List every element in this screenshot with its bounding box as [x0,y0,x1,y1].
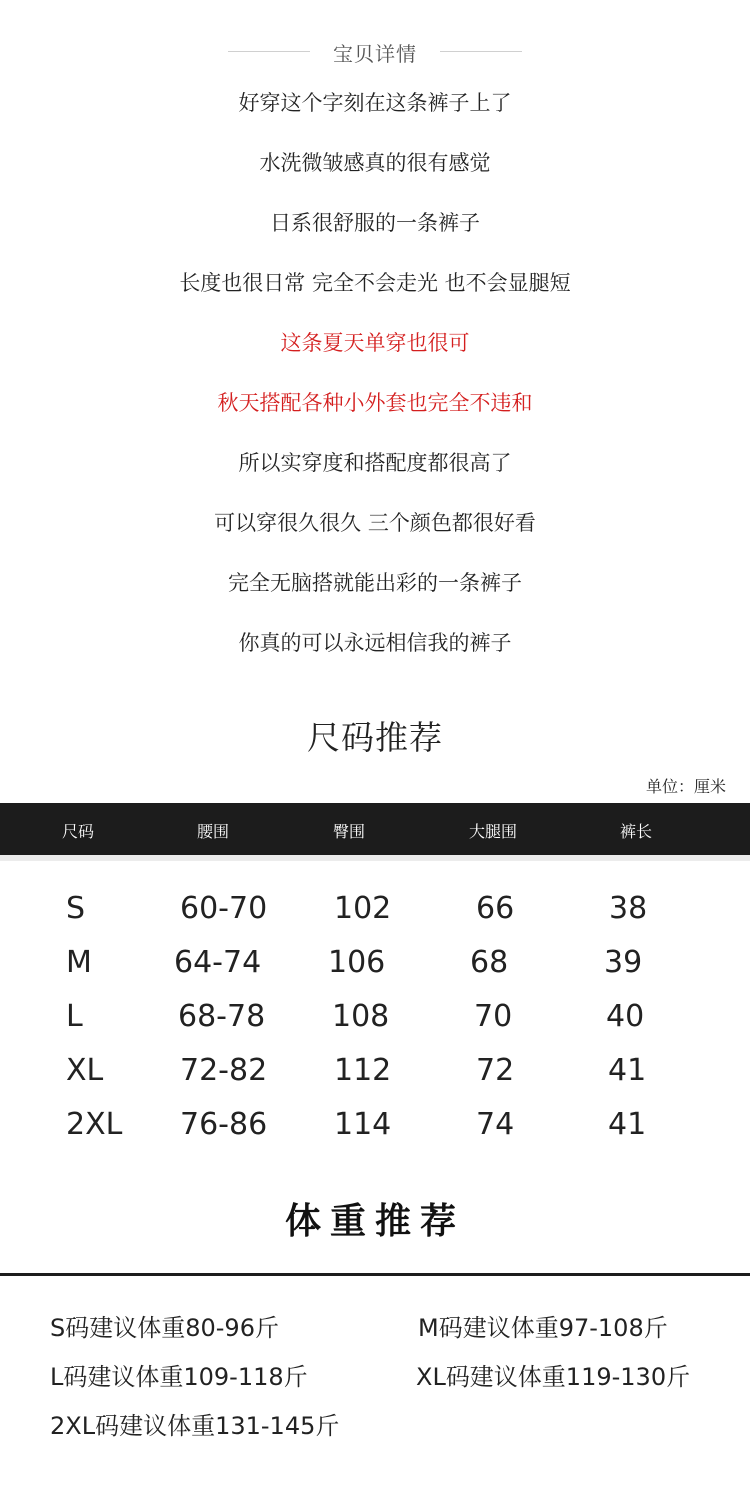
size-chart-unit: 单位：厘米 [645,777,726,796]
table-cell-waist: 76-86 [180,1107,268,1142]
table-cell-waist: 60-70 [180,891,268,926]
table-cell-hip: 108 [332,999,390,1034]
table-cell-length: 39 [604,945,643,980]
table-cell-length: 41 [608,1107,647,1142]
table-header-shadow [0,855,750,861]
table-cell-length: 41 [608,1053,647,1088]
column-header-hip: 臀围 [332,822,365,841]
description-line: 长度也很日常 完全不会走光 也不会显腿短 [179,271,571,295]
table-cell-thigh: 68 [470,945,509,980]
table-cell-thigh: 74 [476,1107,515,1142]
table-cell-hip: 106 [328,945,386,980]
header-divider-right [440,51,522,52]
table-cell-hip: 112 [334,1053,392,1088]
weight-recommendation-l: L码建议体重109-118斤 [50,1363,308,1391]
table-cell-size: L [66,999,83,1034]
details-header-title: 宝贝详情 [333,42,417,66]
size-chart-title: 尺码推荐 [307,718,443,757]
description-line: 可以穿很久很久 三个颜色都很好看 [214,511,536,535]
size-table-header [0,803,750,855]
weight-recommendation-xl: XL码建议体重119-130斤 [416,1363,691,1391]
description-line-highlight: 秋天搭配各种小外套也完全不违和 [217,391,533,415]
weight-recommendation-m: M码建议体重97-108斤 [418,1314,668,1342]
description-line: 你真的可以永远相信我的裤子 [238,631,512,655]
table-cell-waist: 68-78 [178,999,266,1034]
weight-recommendation-2xl: 2XL码建议体重131-145斤 [50,1412,340,1440]
table-cell-waist: 64-74 [174,945,262,980]
column-header-waist: 腰围 [196,822,229,841]
table-cell-size: 2XL [66,1107,123,1142]
table-cell-hip: 102 [334,891,392,926]
description-line: 所以实穿度和搭配度都很高了 [238,451,512,475]
table-cell-thigh: 72 [476,1053,515,1088]
description-line: 水洗微皱感真的很有感觉 [259,151,491,175]
table-cell-length: 38 [609,891,648,926]
weight-section-title: 体重推荐 [284,1201,465,1242]
table-cell-size: XL [66,1053,104,1088]
table-cell-hip: 114 [334,1107,392,1142]
description-line-highlight: 这条夏天单穿也很可 [280,331,470,355]
details-section-header [0,38,750,66]
table-cell-thigh: 66 [476,891,515,926]
description-line: 完全无脑搭就能出彩的一条裤子 [228,571,522,595]
table-cell-length: 40 [606,999,645,1034]
description-line: 好穿这个字刻在这条裤子上了 [238,91,512,115]
column-header-length: 裤长 [619,822,652,841]
column-header-size: 尺码 [61,822,94,841]
table-cell-thigh: 70 [474,999,513,1034]
weight-section-divider [0,1273,750,1276]
table-cell-size: M [66,945,92,980]
description-line: 日系很舒服的一条裤子 [270,211,480,235]
table-cell-waist: 72-82 [180,1053,268,1088]
column-header-thigh: 大腿围 [468,822,517,841]
weight-recommendation-s: S码建议体重80-96斤 [50,1314,279,1342]
table-cell-size: S [66,891,86,926]
